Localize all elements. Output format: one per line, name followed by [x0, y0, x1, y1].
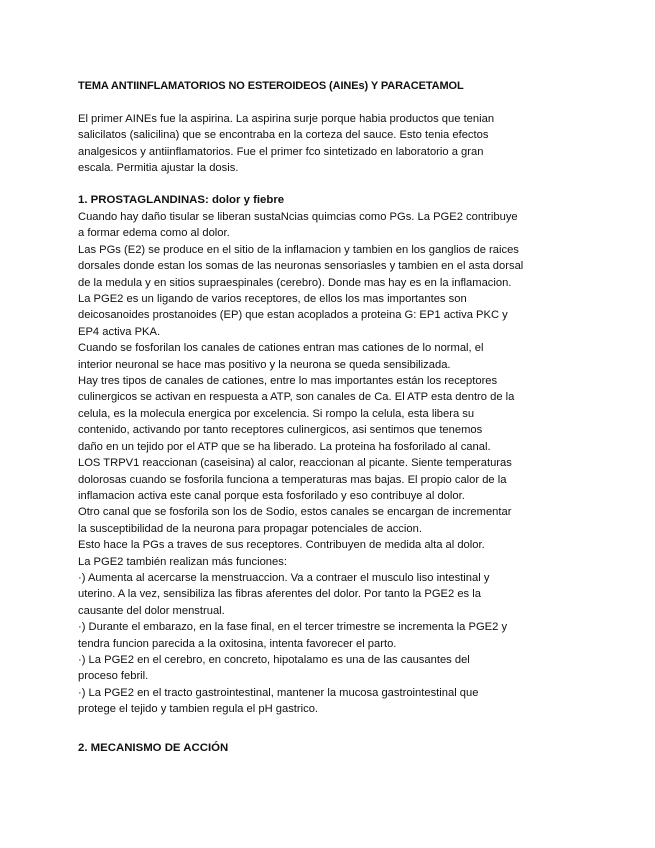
text-line: a formar edema como al dolor. — [78, 227, 230, 240]
text-line: escala. Permitia ajustar la dosis. — [78, 162, 239, 175]
text-line: inflamacion activa este canal porque esta fosforilado y eso contribuye al dolor. — [78, 489, 465, 502]
document-title: TEMA ANTIINFLAMATORIOS NO ESTEROIDEOS (AINEs) Y PARACETAMOL — [78, 80, 464, 92]
text-line: culinergicos se activan en respuesta a ATP, son canales de Ca. El ATP esta dentro de la — [78, 391, 515, 404]
text-line: de la medula y en sitios supraespinales (cerebro). Donde mas hay es en la inflamacion. — [78, 276, 512, 289]
text-line: La PGE2 es un ligando de varios receptores, de ellos los mas importantes son — [78, 293, 467, 306]
text-line: Esto hace la PGs a traves de sus receptores. Contribuyen de medida alta al dolor. — [78, 539, 485, 552]
section-1-body — [78, 209, 583, 718]
text-line: dolorosas cuando se fosforila funciona a temperaturas mas bajas. El propio calor de la — [78, 473, 507, 486]
text-line: LOS TRPV1 reaccionan (caseisina) al calor, reaccionan al picante. Siente temperaturas — [78, 457, 512, 470]
text-line: celula, es la molecula energica por excelencia. Si rompo la celula, esta libera su — [78, 407, 475, 420]
text-line: analgesicos y antiinflamatorios. Fue el primer fco sintetizado en laboratorio a gran — [78, 145, 484, 158]
text-line: Cuando se fosforilan los canales de cationes entran mas cationes de lo normal, el — [78, 342, 484, 355]
text-line: EP4 activa PKA. — [78, 325, 161, 338]
text-line: causante del dolor menstrual. — [78, 604, 225, 617]
text-line: uterino. A la vez, sensibiliza las fibras aferentes del dolor. Por tanto la PGE2 es la — [78, 588, 481, 601]
text-line: protege el tejido y tambien regula el pH gastrico. — [78, 703, 319, 716]
text-line: Cuando hay daño tisular se liberan sustaNcias quimcias como PGs. La PGE2 contribuye — [78, 211, 518, 223]
list-item: ·) La PGE2 en el tracto gastrointestinal, mantener la mucosa gastrointestinal que — [78, 686, 479, 699]
list-item: ·) La PGE2 en el cerebro, en concreto, hipotalamo es una de las causantes del — [78, 653, 470, 666]
text-line: La PGE2 también realizan más funciones: — [78, 555, 287, 568]
section-heading-mecanismo: 2. MECANISMO DE ACCIÓN — [78, 742, 229, 754]
intro-paragraph — [78, 111, 583, 177]
text-line: contenido, activando por tanto receptores culinergicos, asi sentimos que tenemos — [78, 424, 483, 437]
text-line: deicosanoides prostanoides (EP) que estan acoplados a proteina G: EP1 activa PKC y — [78, 309, 508, 322]
text-line: dorsales donde estan los somas de las neuronas sensoriasles y tambien en el asta dorsal — [78, 260, 524, 273]
text-line: El primer AINEs fue la aspirina. La aspirina surje porque habia productos que tenian — [78, 113, 495, 125]
section-heading-prostaglandinas: 1. PROSTAGLANDINAS: dolor y fiebre — [78, 194, 285, 206]
text-line: proceso febril. — [78, 670, 149, 683]
text-line: daño en un tejido por el ATP que se ha liberado. La proteina ha fosforilado al canal. — [78, 440, 491, 453]
text-line: Las PGs (E2) se produce en el sitio de la inflamacion y tambien en los ganglios de raices — [78, 243, 519, 256]
text-line: la susceptibilidad de la neurona para propagar potenciales de accion. — [78, 522, 422, 535]
text-line: tendra funcion parecida a la oxitosina, intenta favorecer el parto. — [78, 637, 397, 650]
text-line: Hay tres tipos de canales de cationes, entre lo mas importantes están los receptores — [78, 375, 498, 388]
text-line: Otro canal que se fosforila son los de Sodio, estos canales se encargan de incrementar — [78, 506, 512, 519]
text-line: interior neuronal se hace mas positivo y la neurona se queda sensibilizada. — [78, 358, 451, 371]
text-line: salicilatos (salicilina) que se encontraba en la corteza del sauce. Esto tenia efectos — [78, 129, 489, 142]
list-item: ·) Aumenta al acercarse la menstruaccion. Va a contraer el musculo liso intestinal y — [78, 571, 490, 584]
list-item: ·) Durante el embarazo, en la fase final, en el tercer trimestre se incrementa la PGE2 y — [78, 621, 508, 634]
